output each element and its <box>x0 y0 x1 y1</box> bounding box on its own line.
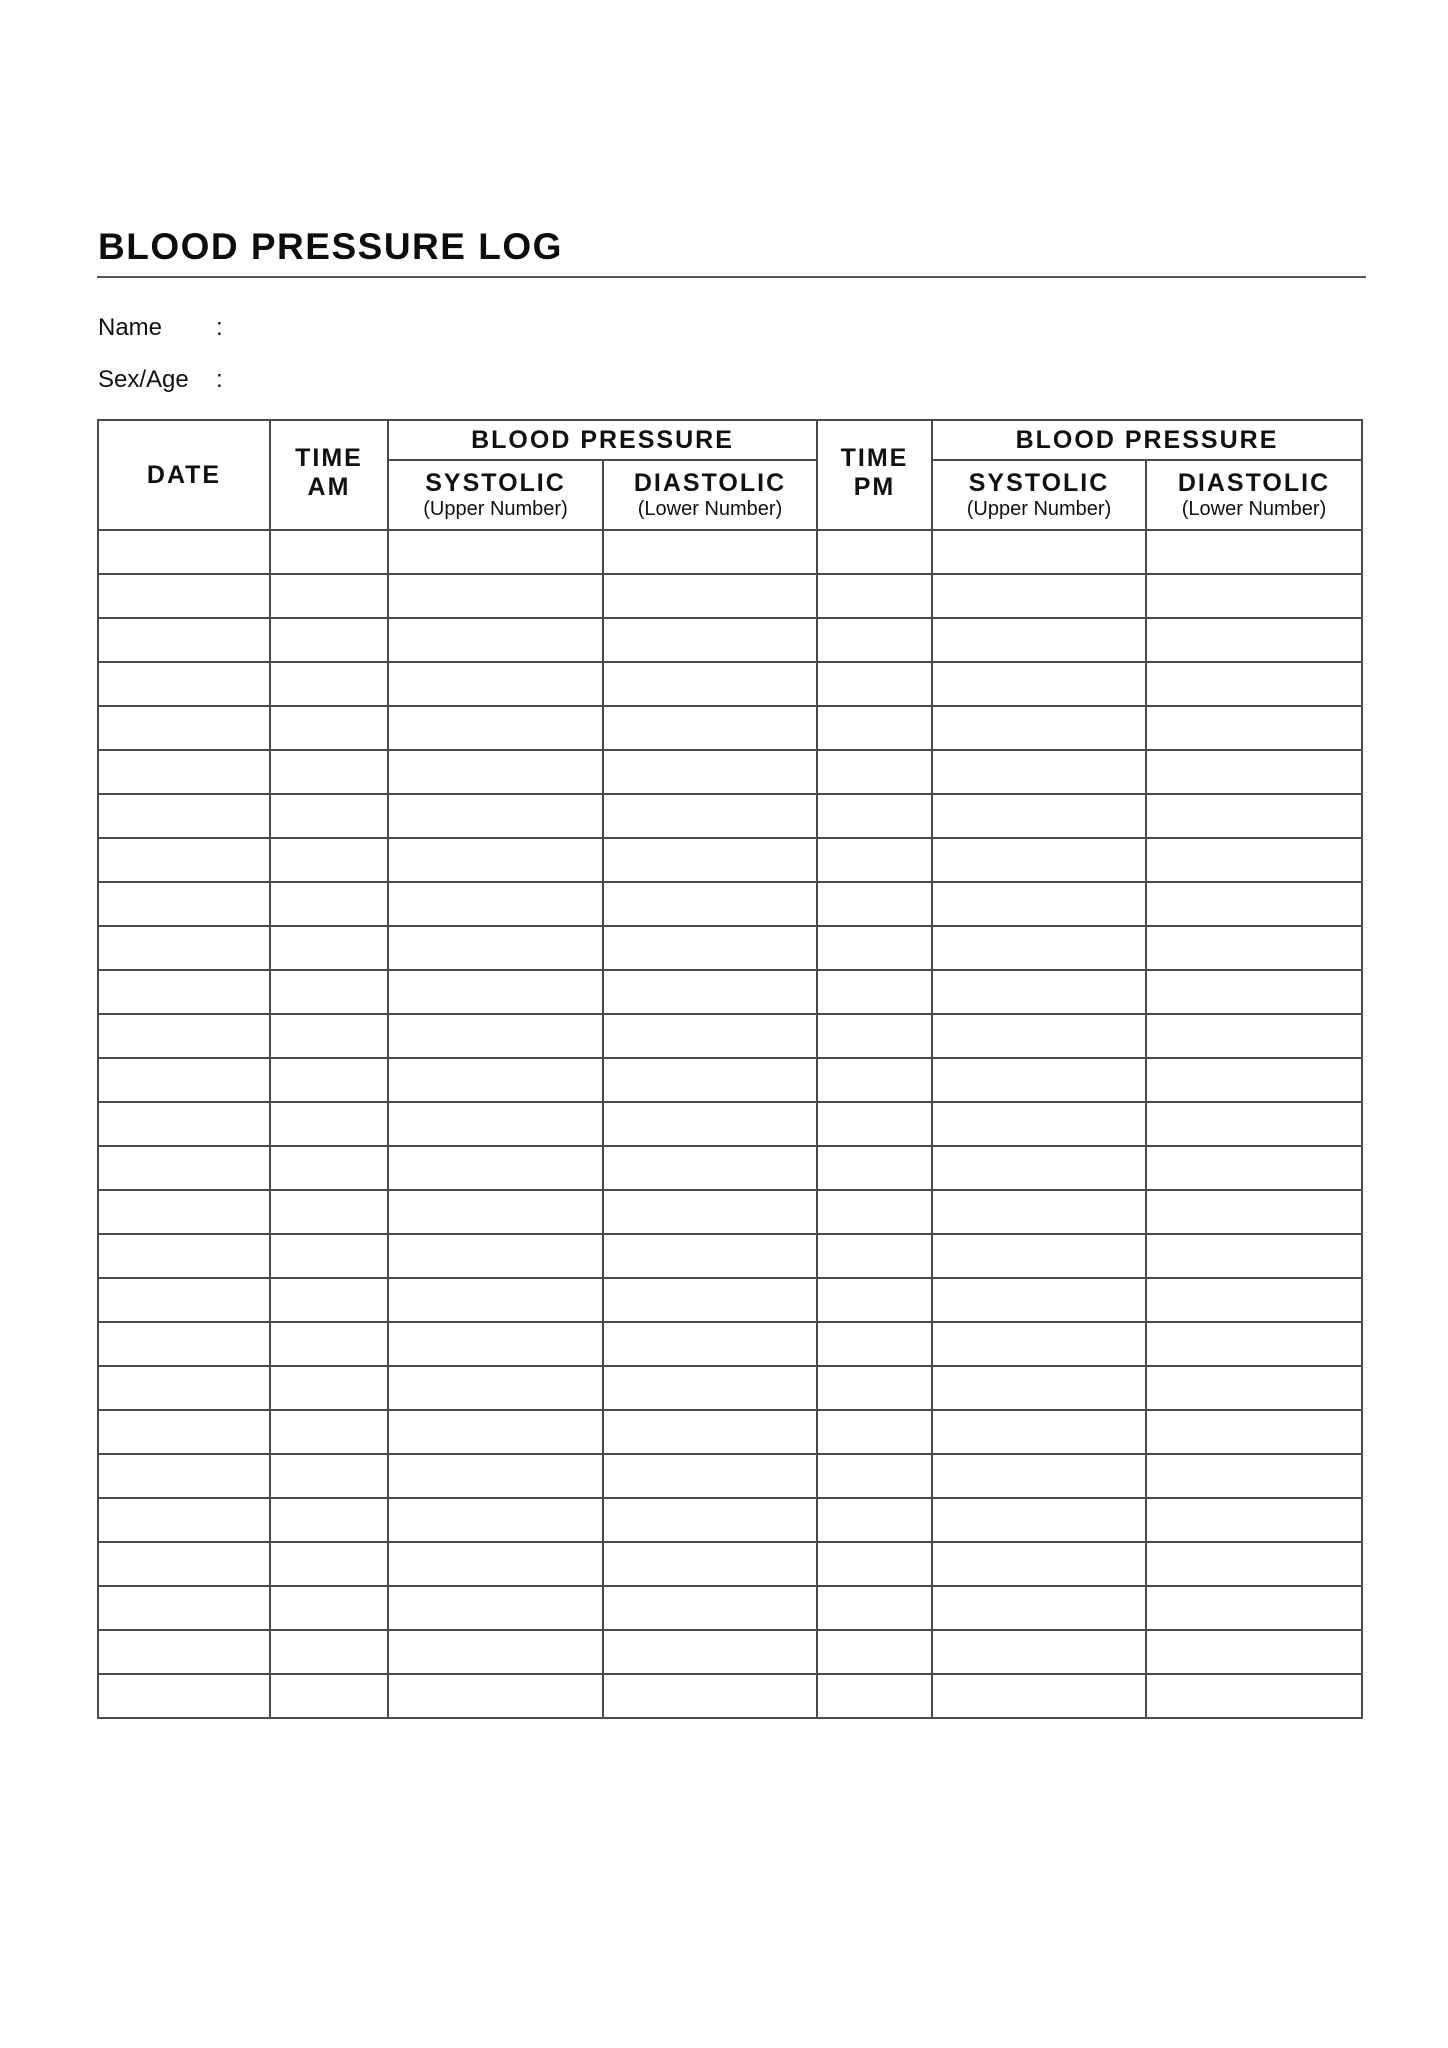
systolic-pm-cell[interactable] <box>932 882 1146 926</box>
date-cell[interactable] <box>98 1586 270 1630</box>
time-pm-cell[interactable] <box>817 1058 932 1102</box>
table-row <box>98 1674 1362 1718</box>
time-am-cell[interactable] <box>270 1674 388 1718</box>
diastolic-pm-cell[interactable] <box>1146 1102 1362 1146</box>
date-cell[interactable] <box>98 530 270 574</box>
systolic-am-header <box>388 460 603 530</box>
date-cell[interactable] <box>98 662 270 706</box>
time-pm-cell[interactable] <box>817 838 932 882</box>
time-pm-cell[interactable] <box>817 1102 932 1146</box>
systolic-pm-cell[interactable] <box>932 1102 1146 1146</box>
systolic-pm-header <box>932 460 1146 530</box>
table-row <box>98 1234 1362 1278</box>
diastolic-pm-cell[interactable] <box>1146 1058 1362 1102</box>
time-am-cell[interactable] <box>270 1190 388 1234</box>
table-row <box>98 838 1362 882</box>
systolic-pm-cell[interactable] <box>932 1322 1146 1366</box>
systolic-am-cell[interactable] <box>388 1366 603 1410</box>
systolic-am-cell[interactable] <box>388 1586 603 1630</box>
name-label: Name <box>98 314 163 341</box>
systolic-pm-cell[interactable] <box>932 1366 1146 1410</box>
time-pm-cell[interactable] <box>817 1278 932 1322</box>
time-pm-cell[interactable] <box>817 794 932 838</box>
date-cell[interactable] <box>98 1234 270 1278</box>
systolic-am-cell[interactable] <box>388 1058 603 1102</box>
time-am-cell[interactable] <box>270 750 388 794</box>
systolic-am-cell[interactable] <box>388 970 603 1014</box>
date-cell[interactable] <box>98 1322 270 1366</box>
time-am-cell[interactable] <box>270 706 388 750</box>
table-row <box>98 1322 1362 1366</box>
systolic-pm-cell[interactable] <box>932 1586 1146 1630</box>
diastolic-pm-cell[interactable] <box>1146 1366 1362 1410</box>
table-row <box>98 574 1362 618</box>
diastolic-am-cell[interactable] <box>603 1014 817 1058</box>
time-pm-header <box>817 420 932 530</box>
systolic-pm-cell[interactable] <box>932 838 1146 882</box>
table-row <box>98 1366 1362 1410</box>
systolic-pm-cell[interactable] <box>932 1454 1146 1498</box>
table-row <box>98 882 1362 926</box>
time-am-cell[interactable] <box>270 1146 388 1190</box>
systolic-am-cell[interactable] <box>388 882 603 926</box>
table-row <box>98 618 1362 662</box>
pm-label: PM <box>853 473 896 501</box>
systolic-am-cell[interactable] <box>388 926 603 970</box>
sex-age-separator: : <box>216 366 223 393</box>
systolic-am-cell[interactable] <box>388 1190 603 1234</box>
diastolic-am-cell[interactable] <box>603 1498 817 1542</box>
time-pm-cell[interactable] <box>817 1146 932 1190</box>
date-cell[interactable] <box>98 706 270 750</box>
systolic-am-cell[interactable] <box>388 1322 603 1366</box>
time-pm-cell[interactable] <box>817 574 932 618</box>
date-cell[interactable] <box>98 1014 270 1058</box>
diastolic-pm-cell[interactable] <box>1146 970 1362 1014</box>
diastolic-am-cell[interactable] <box>603 1674 817 1718</box>
diastolic-pm-cell[interactable] <box>1146 1586 1362 1630</box>
systolic-pm-cell[interactable] <box>932 1674 1146 1718</box>
date-cell[interactable] <box>98 1366 270 1410</box>
time-pm-cell[interactable] <box>817 1234 932 1278</box>
time-am-cell[interactable] <box>270 1630 388 1674</box>
diastolic-pm-cell[interactable] <box>1146 1146 1362 1190</box>
systolic-pm-cell[interactable] <box>932 706 1146 750</box>
date-cell[interactable] <box>98 618 270 662</box>
systolic-pm-cell[interactable] <box>932 1146 1146 1190</box>
diastolic-pm-cell[interactable] <box>1146 1014 1362 1058</box>
systolic-am-cell[interactable] <box>388 1674 603 1718</box>
diastolic-am-cell[interactable] <box>603 618 817 662</box>
time-pm-cell[interactable] <box>817 530 932 574</box>
systolic-am-cell[interactable] <box>388 750 603 794</box>
systolic-am-cell[interactable] <box>388 1102 603 1146</box>
time-pm-cell[interactable] <box>817 1674 932 1718</box>
time-pm-cell[interactable] <box>817 1322 932 1366</box>
title-divider <box>97 276 1366 278</box>
time-pm-cell[interactable] <box>817 970 932 1014</box>
systolic-am-cell[interactable] <box>388 1278 603 1322</box>
date-cell[interactable] <box>98 574 270 618</box>
time-am-cell[interactable] <box>270 618 388 662</box>
time-pm-cell[interactable] <box>817 662 932 706</box>
time-pm-cell[interactable] <box>817 1542 932 1586</box>
time-am-cell[interactable] <box>270 1058 388 1102</box>
diastolic-pm-cell[interactable] <box>1146 1630 1362 1674</box>
time-am-cell[interactable] <box>270 838 388 882</box>
time-pm-cell[interactable] <box>817 926 932 970</box>
systolic-pm-cell[interactable] <box>932 970 1146 1014</box>
diastolic-pm-cell[interactable] <box>1146 926 1362 970</box>
table-row <box>98 1454 1362 1498</box>
diastolic-am-cell[interactable] <box>603 1586 817 1630</box>
time-am-cell[interactable] <box>270 1234 388 1278</box>
diastolic-am-note: (Lower Number) <box>637 498 783 520</box>
time-am-cell[interactable] <box>270 1366 388 1410</box>
systolic-pm-cell[interactable] <box>932 794 1146 838</box>
systolic-am-cell[interactable] <box>388 530 603 574</box>
time-am-cell[interactable] <box>270 574 388 618</box>
date-cell[interactable] <box>98 1630 270 1674</box>
time-am-cell[interactable] <box>270 882 388 926</box>
date-cell[interactable] <box>98 1410 270 1454</box>
diastolic-am-cell[interactable] <box>603 1234 817 1278</box>
diastolic-pm-cell[interactable] <box>1146 530 1362 574</box>
time-am-cell[interactable] <box>270 1542 388 1586</box>
systolic-am-cell[interactable] <box>388 706 603 750</box>
diastolic-pm-cell[interactable] <box>1146 662 1362 706</box>
table-row <box>98 662 1362 706</box>
diastolic-am-cell[interactable] <box>603 926 817 970</box>
date-cell[interactable] <box>98 1102 270 1146</box>
diastolic-pm-cell[interactable] <box>1146 1674 1362 1718</box>
table-row <box>98 530 1362 574</box>
diastolic-pm-cell[interactable] <box>1146 1322 1362 1366</box>
time-am-cell[interactable] <box>270 530 388 574</box>
time-pm-cell[interactable] <box>817 1454 932 1498</box>
diastolic-am-cell[interactable] <box>603 530 817 574</box>
date-cell[interactable] <box>98 1146 270 1190</box>
page-title: BLOOD PRESSURE LOG <box>98 226 563 267</box>
systolic-pm-cell[interactable] <box>932 1542 1146 1586</box>
diastolic-am-cell[interactable] <box>603 662 817 706</box>
date-cell[interactable] <box>98 1058 270 1102</box>
diastolic-pm-cell[interactable] <box>1146 706 1362 750</box>
systolic-am-cell[interactable] <box>388 618 603 662</box>
blood-pressure-am-header: BLOOD PRESSURE <box>388 420 817 460</box>
time-am-header <box>270 420 388 530</box>
systolic-am-note: (Upper Number) <box>423 498 568 520</box>
diastolic-pm-cell[interactable] <box>1146 618 1362 662</box>
table-row <box>98 1586 1362 1630</box>
table-row <box>98 926 1362 970</box>
log-body <box>98 530 1362 1718</box>
diastolic-am-cell[interactable] <box>603 970 817 1014</box>
diastolic-pm-cell[interactable] <box>1146 1234 1362 1278</box>
time-am-cell[interactable] <box>270 1322 388 1366</box>
table-row <box>98 1278 1362 1322</box>
diastolic-am-cell[interactable] <box>603 838 817 882</box>
time-pm-cell[interactable] <box>817 618 932 662</box>
diastolic-am-cell[interactable] <box>603 1278 817 1322</box>
diastolic-am-cell[interactable] <box>603 706 817 750</box>
systolic-am-cell[interactable] <box>388 1234 603 1278</box>
date-cell[interactable] <box>98 1498 270 1542</box>
time-am-label: TIME <box>295 444 363 472</box>
systolic-pm-cell[interactable] <box>932 530 1146 574</box>
table-row <box>98 1630 1362 1674</box>
systolic-pm-cell[interactable] <box>932 662 1146 706</box>
systolic-am-cell[interactable] <box>388 1410 603 1454</box>
systolic-pm-cell[interactable] <box>932 618 1146 662</box>
systolic-pm-cell[interactable] <box>932 1234 1146 1278</box>
time-am-cell[interactable] <box>270 1586 388 1630</box>
diastolic-pm-note: (Lower Number) <box>1181 498 1327 520</box>
diastolic-am-cell[interactable] <box>603 1058 817 1102</box>
table-row <box>98 1102 1362 1146</box>
time-pm-cell[interactable] <box>817 1630 932 1674</box>
systolic-pm-cell[interactable] <box>932 1278 1146 1322</box>
time-am-cell[interactable] <box>270 926 388 970</box>
diastolic-pm-cell[interactable] <box>1146 1454 1362 1498</box>
systolic-pm-note: (Upper Number) <box>966 498 1112 520</box>
time-pm-cell[interactable] <box>817 1366 932 1410</box>
diastolic-am-cell[interactable] <box>603 794 817 838</box>
diastolic-pm-cell[interactable] <box>1146 794 1362 838</box>
date-cell[interactable] <box>98 1278 270 1322</box>
time-am-cell[interactable] <box>270 970 388 1014</box>
diastolic-pm-cell[interactable] <box>1146 1498 1362 1542</box>
systolic-pm-cell[interactable] <box>932 750 1146 794</box>
diastolic-am-header <box>603 460 817 530</box>
time-am-cell[interactable] <box>270 1410 388 1454</box>
systolic-pm-cell[interactable] <box>932 926 1146 970</box>
table-row <box>98 1146 1362 1190</box>
diastolic-pm-cell[interactable] <box>1146 750 1362 794</box>
systolic-am-cell[interactable] <box>388 1498 603 1542</box>
date-cell[interactable] <box>98 838 270 882</box>
sex-age-field[interactable] <box>98 366 223 394</box>
diastolic-pm-cell[interactable] <box>1146 574 1362 618</box>
diastolic-am-cell[interactable] <box>603 1322 817 1366</box>
date-cell[interactable] <box>98 750 270 794</box>
systolic-pm-cell[interactable] <box>932 1014 1146 1058</box>
time-am-cell[interactable] <box>270 1454 388 1498</box>
time-am-cell[interactable] <box>270 662 388 706</box>
time-pm-cell[interactable] <box>817 1190 932 1234</box>
am-label: AM <box>307 473 351 501</box>
diastolic-am-cell[interactable] <box>603 1366 817 1410</box>
date-cell[interactable] <box>98 794 270 838</box>
systolic-pm-cell[interactable] <box>932 1190 1146 1234</box>
time-pm-cell[interactable] <box>817 750 932 794</box>
systolic-am-cell[interactable] <box>388 794 603 838</box>
diastolic-pm-cell[interactable] <box>1146 838 1362 882</box>
systolic-am-cell[interactable] <box>388 662 603 706</box>
table-row <box>98 794 1362 838</box>
diastolic-am-cell[interactable] <box>603 574 817 618</box>
diastolic-pm-cell[interactable] <box>1146 1190 1362 1234</box>
table-row <box>98 1542 1362 1586</box>
systolic-pm-label: SYSTOLIC <box>968 469 1110 497</box>
time-pm-cell[interactable] <box>817 1410 932 1454</box>
systolic-am-cell[interactable] <box>388 1542 603 1586</box>
systolic-pm-cell[interactable] <box>932 1498 1146 1542</box>
blood-pressure-pm-header: BLOOD PRESSURE <box>932 420 1362 460</box>
diastolic-pm-header <box>1146 460 1362 530</box>
time-am-cell[interactable] <box>270 1278 388 1322</box>
diastolic-pm-label: DIASTOLIC <box>1177 469 1331 497</box>
diastolic-pm-cell[interactable] <box>1146 1410 1362 1454</box>
systolic-am-cell[interactable] <box>388 574 603 618</box>
time-am-cell[interactable] <box>270 1102 388 1146</box>
table-row <box>98 750 1362 794</box>
systolic-am-cell[interactable] <box>388 1454 603 1498</box>
date-cell[interactable] <box>98 1190 270 1234</box>
name-field[interactable] <box>98 314 223 342</box>
diastolic-am-cell[interactable] <box>603 1146 817 1190</box>
table-row <box>98 970 1362 1014</box>
time-am-cell[interactable] <box>270 794 388 838</box>
date-header: DATE <box>98 420 270 530</box>
table-row <box>98 1058 1362 1102</box>
table-row <box>98 706 1362 750</box>
date-cell[interactable] <box>98 882 270 926</box>
date-cell[interactable] <box>98 1674 270 1718</box>
date-cell[interactable] <box>98 1542 270 1586</box>
systolic-am-cell[interactable] <box>388 838 603 882</box>
time-pm-cell[interactable] <box>817 706 932 750</box>
systolic-am-cell[interactable] <box>388 1146 603 1190</box>
time-am-cell[interactable] <box>270 1498 388 1542</box>
systolic-pm-cell[interactable] <box>932 1058 1146 1102</box>
table-row <box>98 1190 1362 1234</box>
diastolic-am-cell[interactable] <box>603 1542 817 1586</box>
date-cell[interactable] <box>98 1454 270 1498</box>
time-pm-cell[interactable] <box>817 1014 932 1058</box>
table-row <box>98 1014 1362 1058</box>
diastolic-am-cell[interactable] <box>603 1102 817 1146</box>
systolic-am-cell[interactable] <box>388 1014 603 1058</box>
diastolic-am-label: DIASTOLIC <box>633 469 787 497</box>
table-row <box>98 1410 1362 1454</box>
diastolic-am-cell[interactable] <box>603 1630 817 1674</box>
time-pm-cell[interactable] <box>817 1498 932 1542</box>
date-cell[interactable] <box>98 970 270 1014</box>
sex-age-label: Sex/Age <box>98 366 189 393</box>
systolic-am-label: SYSTOLIC <box>425 469 566 497</box>
table-row <box>98 1498 1362 1542</box>
diastolic-am-cell[interactable] <box>603 882 817 926</box>
time-pm-cell[interactable] <box>817 1586 932 1630</box>
blood-pressure-table <box>97 419 1363 1719</box>
systolic-pm-cell[interactable] <box>932 574 1146 618</box>
systolic-am-cell[interactable] <box>388 1630 603 1674</box>
name-separator: : <box>216 314 223 341</box>
diastolic-am-cell[interactable] <box>603 1454 817 1498</box>
time-am-cell[interactable] <box>270 1014 388 1058</box>
systolic-pm-cell[interactable] <box>932 1410 1146 1454</box>
diastolic-am-cell[interactable] <box>603 1410 817 1454</box>
diastolic-am-cell[interactable] <box>603 750 817 794</box>
diastolic-pm-cell[interactable] <box>1146 1278 1362 1322</box>
date-cell[interactable] <box>98 926 270 970</box>
systolic-pm-cell[interactable] <box>932 1630 1146 1674</box>
time-pm-label: TIME <box>840 444 909 472</box>
diastolic-am-cell[interactable] <box>603 1190 817 1234</box>
diastolic-pm-cell[interactable] <box>1146 1542 1362 1586</box>
diastolic-pm-cell[interactable] <box>1146 882 1362 926</box>
time-pm-cell[interactable] <box>817 882 932 926</box>
